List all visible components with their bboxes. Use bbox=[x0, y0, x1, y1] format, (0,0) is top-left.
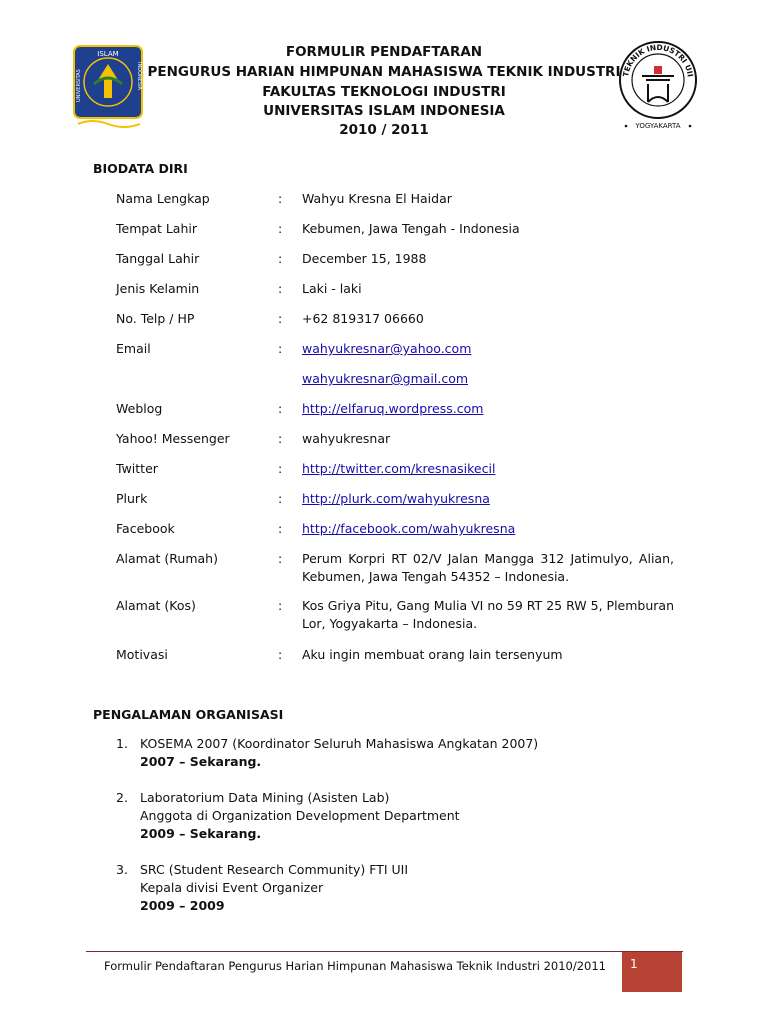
uii-logo-text-top: ISLAM bbox=[97, 50, 119, 58]
colon: : bbox=[278, 551, 283, 566]
university-name: UNIVERSITAS ISLAM INDONESIA bbox=[263, 103, 505, 119]
form-subtitle: PENGURUS HARIAN HIMPUNAN MAHASISWA TEKNIK INDUSTRI bbox=[147, 64, 621, 80]
org-item bbox=[140, 789, 460, 843]
value-jenis-kelamin: Laki - laki bbox=[302, 281, 362, 296]
colon: : bbox=[278, 461, 283, 476]
org-item-role: Kepala divisi Event Organizer bbox=[140, 880, 324, 895]
weblog-link[interactable]: http://elfaruq.wordpress.com bbox=[302, 401, 484, 416]
org-item-period: 2009 – 2009 bbox=[140, 898, 225, 913]
org-item-number: 1. bbox=[116, 736, 128, 751]
label-facebook: Facebook bbox=[116, 521, 175, 536]
uii-logo-text-right: INDONESIA bbox=[136, 62, 142, 90]
twitter-link[interactable]: http://twitter.com/kresnasikecil bbox=[302, 461, 496, 476]
colon: : bbox=[278, 341, 283, 356]
value-alamat-kos: Kos Griya Pitu, Gang Mulia VI no 59 RT 25 RW 5, Plemburan Lor, Yogyakarta – Indonesia. bbox=[302, 598, 674, 631]
value-tempat-lahir: Kebumen, Jawa Tengah - Indonesia bbox=[302, 221, 520, 236]
teknik-industri-logo bbox=[616, 40, 700, 132]
value-nama-lengkap: Wahyu Kresna El Haidar bbox=[302, 191, 452, 206]
page-number: 1 bbox=[630, 957, 638, 971]
org-item bbox=[140, 861, 408, 915]
colon: : bbox=[278, 311, 283, 326]
organisasi-section-title: PENGALAMAN ORGANISASI bbox=[93, 707, 284, 722]
value-motivasi: Aku ingin membuat orang lain tersenyum bbox=[302, 647, 563, 662]
org-item-role: Anggota di Organization Development Department bbox=[140, 808, 460, 823]
uii-logo bbox=[72, 44, 146, 130]
label-motivasi: Motivasi bbox=[116, 647, 168, 662]
period-year: 2010 / 2011 bbox=[339, 122, 429, 138]
colon: : bbox=[278, 491, 283, 506]
org-item-title: KOSEMA 2007 (Koordinator Seluruh Mahasiswa Angkatan 2007) bbox=[140, 736, 539, 751]
org-item-period: 2007 – Sekarang. bbox=[140, 754, 262, 769]
colon: : bbox=[278, 598, 283, 613]
colon: : bbox=[278, 431, 283, 446]
label-tempat-lahir: Tempat Lahir bbox=[116, 221, 198, 236]
colon: : bbox=[278, 521, 283, 536]
colon: : bbox=[278, 647, 283, 662]
colon: : bbox=[278, 221, 283, 236]
label-jenis-kelamin: Jenis Kelamin bbox=[116, 281, 200, 296]
colon: : bbox=[278, 281, 283, 296]
colon: : bbox=[278, 191, 283, 206]
faculty-name: FAKULTAS TEKNOLOGI INDUSTRI bbox=[262, 84, 506, 100]
footer-divider bbox=[86, 951, 683, 952]
ti-logo-city: YOGYAKARTA bbox=[635, 122, 681, 130]
org-item-period: 2009 – Sekarang. bbox=[140, 826, 262, 841]
value-alamat-rumah: Perum Korpri RT 02/V Jalan Mangga 312 Jatimulyo, Alian, Kebumen, Jawa Tengah 54352 – Indonesia. bbox=[302, 551, 674, 584]
email-yahoo-link[interactable]: wahyukresnar@yahoo.com bbox=[302, 341, 472, 356]
label-tanggal-lahir: Tanggal Lahir bbox=[116, 251, 200, 266]
value-no-telp: +62 819317 06660 bbox=[302, 311, 424, 326]
footer-text: Formulir Pendaftaran Pengurus Harian Himpunan Mahasiswa Teknik Industri 2010/2011 bbox=[104, 959, 607, 973]
label-email: Email bbox=[116, 341, 151, 356]
value-yahoo-messenger: wahyukresnar bbox=[302, 431, 391, 446]
label-alamat-kos: Alamat (Kos) bbox=[116, 598, 196, 613]
label-nama-lengkap: Nama Lengkap bbox=[116, 191, 210, 206]
facebook-link[interactable]: http://facebook.com/wahyukresna bbox=[302, 521, 516, 536]
label-plurk: Plurk bbox=[116, 491, 148, 506]
label-alamat-rumah: Alamat (Rumah) bbox=[116, 551, 218, 566]
colon: : bbox=[278, 401, 283, 416]
ti-logo-arc-text: TEKNIK INDUSTRI UII bbox=[621, 42, 695, 78]
label-no-telp: No. Telp / HP bbox=[116, 311, 195, 326]
org-item-title: Laboratorium Data Mining (Asisten Lab) bbox=[140, 790, 390, 805]
label-weblog: Weblog bbox=[116, 401, 163, 416]
biodata-section-title: BIODATA DIRI bbox=[93, 161, 188, 176]
uii-logo-text-left: UNIVERSITAS bbox=[76, 69, 82, 102]
page-number-box bbox=[622, 952, 682, 992]
org-item bbox=[140, 735, 538, 771]
plurk-link[interactable]: http://plurk.com/wahyukresna bbox=[302, 491, 490, 506]
label-twitter: Twitter bbox=[116, 461, 158, 476]
form-title: FORMULIR PENDAFTARAN bbox=[285, 44, 483, 60]
email-gmail-link[interactable]: wahyukresnar@gmail.com bbox=[302, 371, 469, 386]
org-item-number: 3. bbox=[116, 862, 128, 877]
org-item-title: SRC (Student Research Community) FTI UII bbox=[140, 862, 409, 877]
label-yahoo-messenger: Yahoo! Messenger bbox=[116, 431, 230, 446]
org-item-number: 2. bbox=[116, 790, 128, 805]
value-tanggal-lahir: December 15, 1988 bbox=[302, 251, 427, 266]
colon: : bbox=[278, 251, 283, 266]
